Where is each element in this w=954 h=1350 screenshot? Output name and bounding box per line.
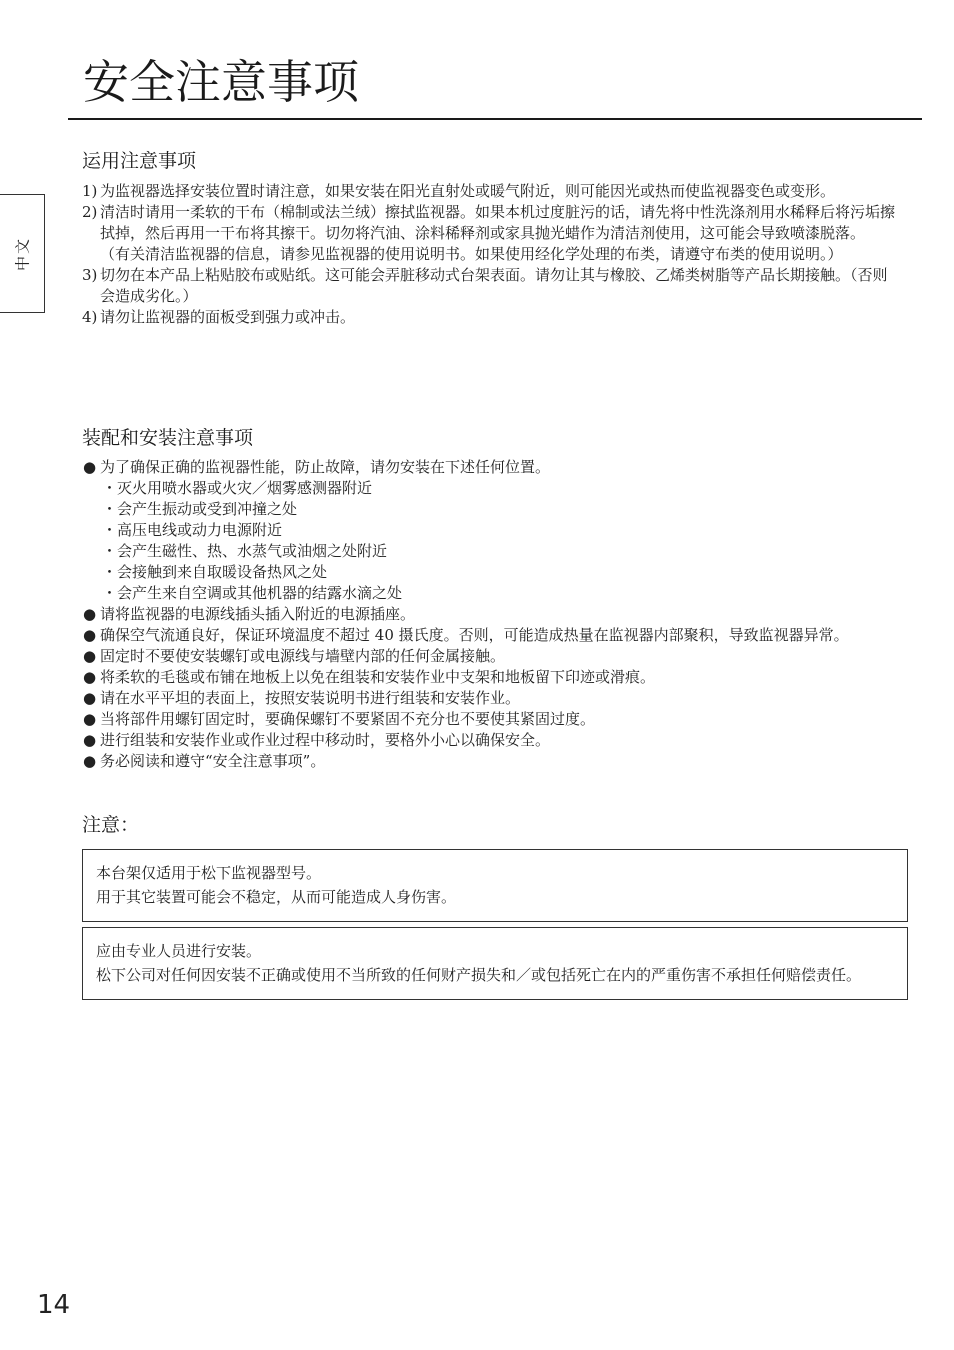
caution-line: 本台架仅适用于松下监视器型号。 [96,864,322,882]
bullet-icon: ● [83,605,97,623]
usage-item-number: 2) [82,203,98,221]
assembly-item-text: 进行组装和安装作业或作业过程中移动时，要格外小心以确保安全。 [100,731,551,749]
assembly-list [82,457,908,772]
caution-heading: 注意： [82,814,140,836]
assembly-item-text: 为了确保正确的监视器性能，防止故障，请勿安装在下述任何位置。 [100,458,551,476]
location-item: ・会接触到来自取暖设备热风之处 [102,563,328,581]
caution-line: 松下公司对任何因安装不正确或使用不当所致的任何财产损失和／或包括死亡在内的严重伤害不承担任何赔偿责任。 [96,966,862,984]
location-item: ・高压电线或动力电源附近 [102,521,283,539]
bullet-icon: ● [83,689,97,707]
assembly-item-text: 请在水平平坦的表面上，按照安装说明书进行组装和安装作业。 [100,689,521,707]
location-item: ・会产生振动或受到冲撞之处 [102,500,298,518]
assembly-item [82,604,908,625]
assembly-item [82,730,908,751]
usage-heading: 运用注意事项 [82,150,197,172]
bullet-icon: ● [83,710,97,728]
usage-item-number: 1) [82,182,98,200]
usage-item-number: 3) [82,266,98,284]
language-side-tab [0,194,45,313]
title-divider [68,118,922,120]
assembly-item-text: 固定时不要使安装螺钉或电源线与墙壁内部的任何金属接触。 [100,647,506,665]
caution-box-installation [82,927,908,1000]
assembly-item [82,457,908,604]
usage-item [82,307,900,328]
assembly-item [82,688,908,709]
usage-item-text: 切勿在本产品上粘贴胶布或贴纸。这可能会弄脏移动式台架表面。请勿让其与橡胶、乙烯类树脂等产品长期接触。（否则会造成劣化。） [100,266,888,305]
bullet-icon: ● [83,626,97,644]
assembly-item [82,751,908,772]
location-item: ・灭火用喷水器或火灾／烟雾感测器附近 [102,479,373,497]
usage-list [82,181,900,328]
bullet-icon: ● [83,668,97,686]
location-item: ・会产生磁性、热、水蒸气或油烟之处附近 [102,542,388,560]
caution-line: 应由专业人员进行安装。 [96,942,262,960]
bullet-icon: ● [83,731,97,749]
assembly-item [82,667,908,688]
bullet-icon: ● [83,647,97,665]
assembly-item-text: 当将部件用螺钉固定时，要确保螺钉不要紧固不充分也不要使其紧固过度。 [100,710,596,728]
assembly-item-text: 务必阅读和遵守“安全注意事项”。 [100,752,326,770]
assembly-item [82,646,908,667]
location-item: ・会产生来自空调或其他机器的结露水滴之处 [102,584,403,602]
usage-item-text: 请勿让监视器的面板受到强力或冲击。 [100,308,356,326]
assembly-item-text: 将柔软的毛毯或布铺在地板上以免在组装和安装作业中支架和地板留下印迹或滑痕。 [100,668,656,686]
usage-item-number: 4) [82,308,98,326]
caution-line: 用于其它装置可能会不稳定，从而可能造成人身伤害。 [96,888,457,906]
assembly-heading: 装配和安装注意事项 [82,427,254,449]
usage-item [82,181,900,202]
usage-item [82,202,900,265]
page-number: 14 [37,1290,71,1320]
usage-item [82,265,900,307]
page-title: 安全注意事项 [83,55,359,109]
caution-box-model [82,849,908,922]
usage-item-note: （有关清洁监视器的信息，请参见监视器的使用说明书。如果使用经化学处理的布类，请遵守布类的使用说明。） [100,245,843,263]
assembly-item [82,625,908,646]
unsuitable-locations-list [100,478,908,604]
usage-item-text: 清洁时请用一柔软的干布（棉制或法兰绒）擦拭监视器。如果本机过度脏污的话，请先将中性洗涤剂用水稀释后将污垢擦拭掉，然后再用一干布将其擦干。切勿将汽油、涂料稀释剂或家具抛光蜡作为清洁剂使用，这可能会导致喷漆脱落。 [100,203,896,242]
assembly-item-text: 确保空气流通良好，保证环境温度不超过 40 摄氏度。否则，可能造成热量在监视器内部聚积，导致监视器异常。 [100,626,849,644]
language-tab-label: 中文 [13,236,32,271]
assembly-item [82,709,908,730]
usage-item-text: 为监视器选择安装位置时请注意，如果安装在阳光直射处或暖气附近，则可能因光或热而使监视器变色或变形。 [100,182,836,200]
bullet-icon: ● [83,458,97,476]
bullet-icon: ● [83,752,97,770]
assembly-item-text: 请将监视器的电源线插头插入附近的电源插座。 [100,605,416,623]
